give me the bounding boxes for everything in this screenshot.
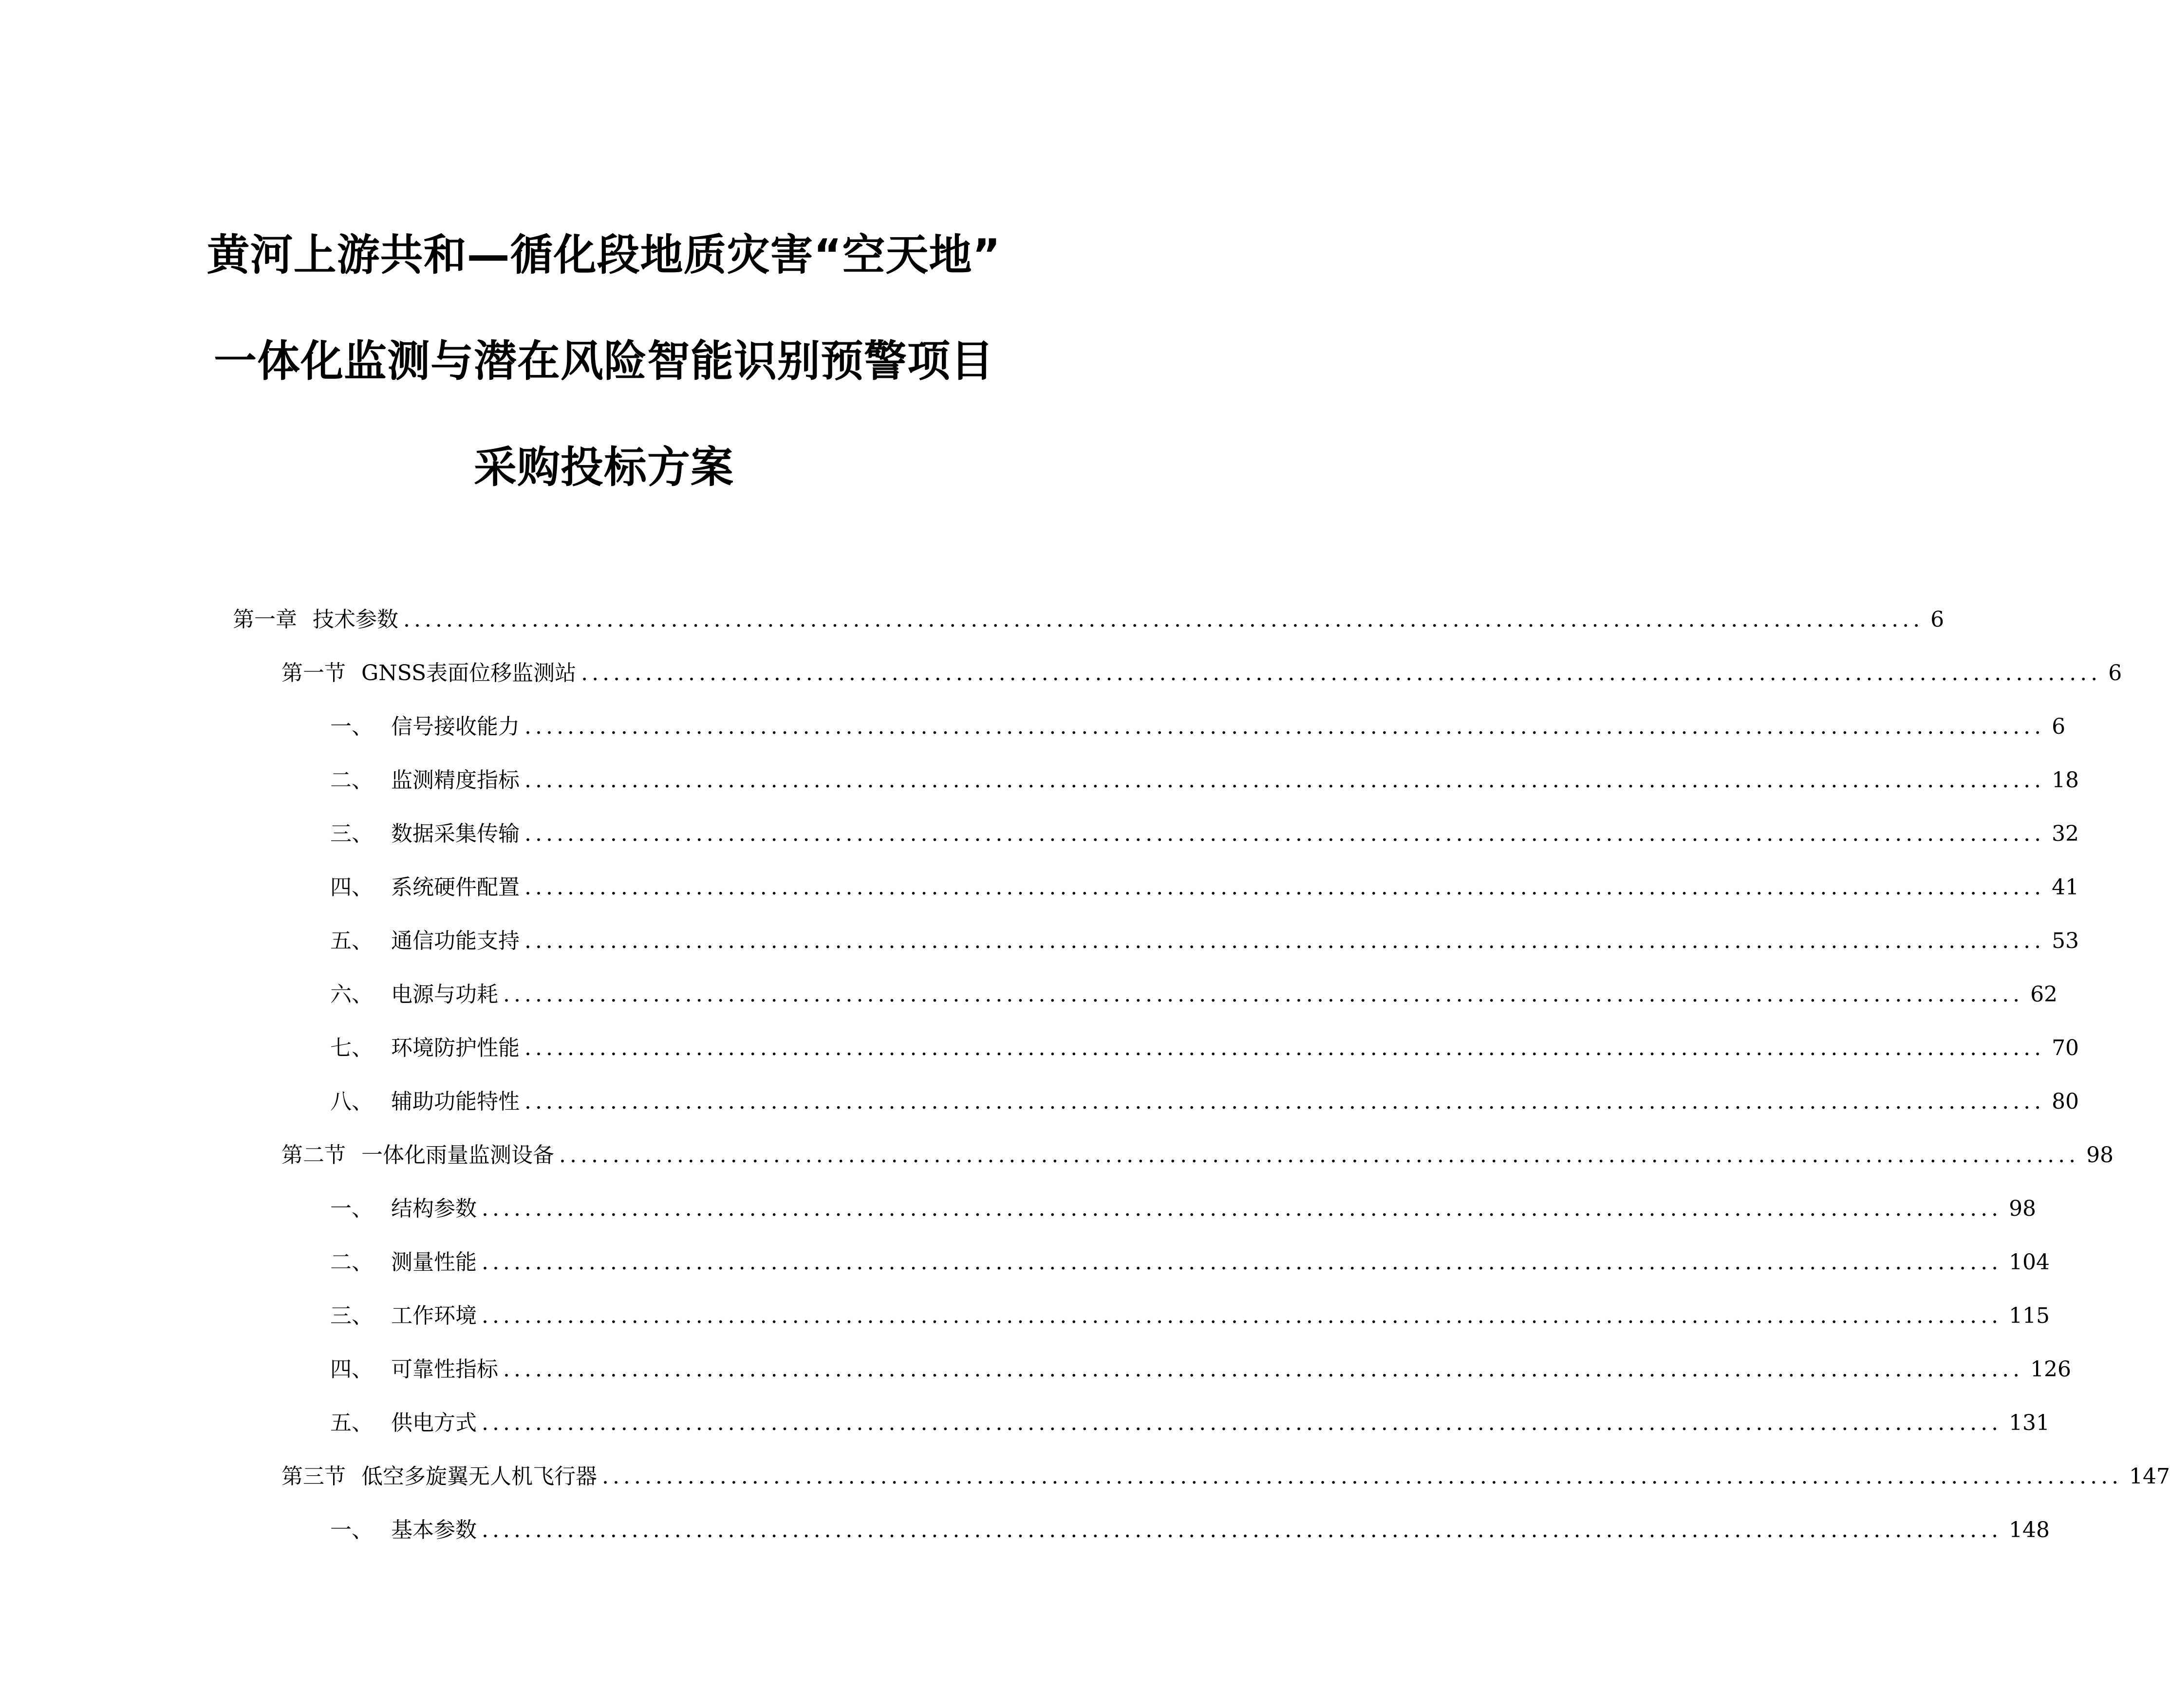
toc-title: GNSS表面位移监测站 (361, 661, 577, 686)
toc-title: 通信功能支持 (391, 928, 520, 953)
toc-dot-leader: .............................................................................................................................................. (602, 1464, 2123, 1489)
toc-page-number: 104 (2009, 1250, 2050, 1275)
toc-number: 二、 (330, 768, 373, 793)
toc-number: 六、 (330, 982, 373, 1007)
toc-page-number: 6 (2108, 661, 2122, 686)
toc-number: 五、 (330, 1411, 373, 1435)
toc-number: 三、 (330, 1303, 373, 1328)
toc-page-number: 18 (2052, 768, 2079, 793)
toc-dot-leader: .............................................................................................................................................. (503, 1357, 2024, 1382)
toc-dot-leader: .............................................................................................................................................. (524, 875, 2045, 900)
toc-entry[interactable] (330, 1353, 2072, 1387)
toc-entry[interactable] (330, 1192, 2037, 1226)
toc-dot-leader: .............................................................................................................................................. (503, 982, 2024, 1007)
toc-number: 四、 (330, 875, 373, 900)
toc-page-number: 115 (2009, 1303, 2050, 1328)
toc-dot-leader: .............................................................................................................................................. (524, 1036, 2045, 1060)
toc-number: 一、 (330, 1196, 373, 1221)
toc-dot-leader: .............................................................................................................................................. (403, 607, 1924, 632)
toc-number: 三、 (330, 821, 373, 846)
toc-number: 一、 (330, 714, 373, 739)
toc-number: 七、 (330, 1036, 373, 1060)
toc-dot-leader: .............................................................................................................................................. (559, 1143, 2080, 1168)
toc-number: 二、 (330, 1250, 373, 1275)
toc-dot-leader: .............................................................................................................................................. (482, 1411, 2002, 1435)
toc-page-number: 6 (1930, 607, 1945, 632)
toc-title: 系统硬件配置 (391, 875, 520, 900)
toc-dot-leader: .............................................................................................................................................. (482, 1250, 2002, 1275)
toc-title: 可靠性指标 (391, 1357, 498, 1382)
toc-entry-chapter-1[interactable] (233, 603, 1945, 637)
toc-entry[interactable] (330, 710, 2066, 744)
toc-entry[interactable] (330, 871, 2079, 905)
toc-title: 信号接收能力 (391, 714, 520, 739)
toc-dot-leader: .............................................................................................................................................. (482, 1303, 2002, 1328)
toc-entry[interactable] (330, 978, 2058, 1012)
toc-dot-leader: .............................................................................................................................................. (482, 1196, 2002, 1221)
toc-dot-leader: .............................................................................................................................................. (524, 768, 2045, 793)
toc-title: 结构参数 (391, 1196, 477, 1221)
toc-number: 第一章 (233, 607, 297, 632)
toc-title: 低空多旋翼无人机飞行器 (361, 1464, 597, 1489)
toc-page-number: 41 (2052, 875, 2079, 900)
toc-entry[interactable] (330, 763, 2079, 798)
toc-entry[interactable] (330, 1406, 2050, 1440)
toc-dot-leader: .............................................................................................................................................. (524, 714, 2045, 739)
toc-title: 供电方式 (391, 1411, 477, 1435)
toc-title: 监测精度指标 (391, 768, 520, 793)
toc-title: 工作环境 (391, 1303, 477, 1328)
toc-page-number: 32 (2052, 821, 2079, 846)
toc-page-number: 62 (2030, 982, 2058, 1007)
toc-number: 一、 (330, 1518, 373, 1542)
toc-number: 第三节 (281, 1464, 346, 1489)
toc-number: 五、 (330, 928, 373, 953)
document-title (117, 229, 1091, 547)
toc-number: 第二节 (281, 1143, 346, 1168)
toc-entry-section-2[interactable] (281, 1138, 2114, 1172)
toc-page-number: 126 (2030, 1357, 2072, 1382)
toc-page-number: 70 (2052, 1036, 2079, 1060)
toc-dot-leader: .............................................................................................................................................. (581, 661, 2102, 686)
toc-entry-section-3[interactable] (281, 1460, 2170, 1494)
toc-entry[interactable] (330, 924, 2079, 958)
toc-page-number: 147 (2129, 1464, 2170, 1489)
toc-dot-leader: .............................................................................................................................................. (524, 1089, 2045, 1114)
toc-title: 辅助功能特性 (391, 1089, 520, 1114)
toc-entry[interactable] (330, 1031, 2079, 1065)
toc-page-number: 98 (2009, 1196, 2037, 1221)
toc-entry-section-1[interactable] (281, 656, 2122, 690)
toc-page-number: 80 (2052, 1089, 2079, 1114)
toc-number: 第一节 (281, 661, 346, 686)
toc-page-number: 131 (2009, 1411, 2050, 1435)
toc-dot-leader: .............................................................................................................................................. (524, 928, 2045, 953)
title-line-2: 一体化监测与潜在风险智能识别预警项目 (213, 336, 994, 386)
toc-entry[interactable] (330, 817, 2079, 851)
toc-title: 测量性能 (391, 1250, 477, 1275)
toc-page-number: 6 (2052, 714, 2066, 739)
toc-title: 电源与功耗 (391, 982, 498, 1007)
toc-dot-leader: .............................................................................................................................................. (482, 1518, 2002, 1542)
toc-title: 基本参数 (391, 1518, 477, 1542)
toc-page-number: 53 (2052, 928, 2079, 953)
toc-number: 四、 (330, 1357, 373, 1382)
toc-entry[interactable] (330, 1299, 2050, 1333)
toc-title: 数据采集传输 (391, 821, 520, 846)
toc-dot-leader: .............................................................................................................................................. (524, 821, 2045, 846)
toc-page-number: 148 (2009, 1518, 2050, 1542)
toc-number: 八、 (330, 1089, 373, 1114)
toc-entry[interactable] (330, 1513, 2050, 1547)
toc-entry[interactable] (330, 1245, 2050, 1280)
toc-title: 一体化雨量监测设备 (361, 1143, 554, 1168)
toc-entry[interactable] (330, 1085, 2079, 1119)
toc-title: 环境防护性能 (391, 1036, 520, 1060)
toc-title: 技术参数 (313, 607, 398, 632)
toc-page-number: 98 (2086, 1143, 2114, 1168)
title-line-1: 黄河上游共和—循化段地质灾害“空天地” (206, 230, 1001, 280)
title-line-3: 采购投标方案 (473, 442, 734, 492)
